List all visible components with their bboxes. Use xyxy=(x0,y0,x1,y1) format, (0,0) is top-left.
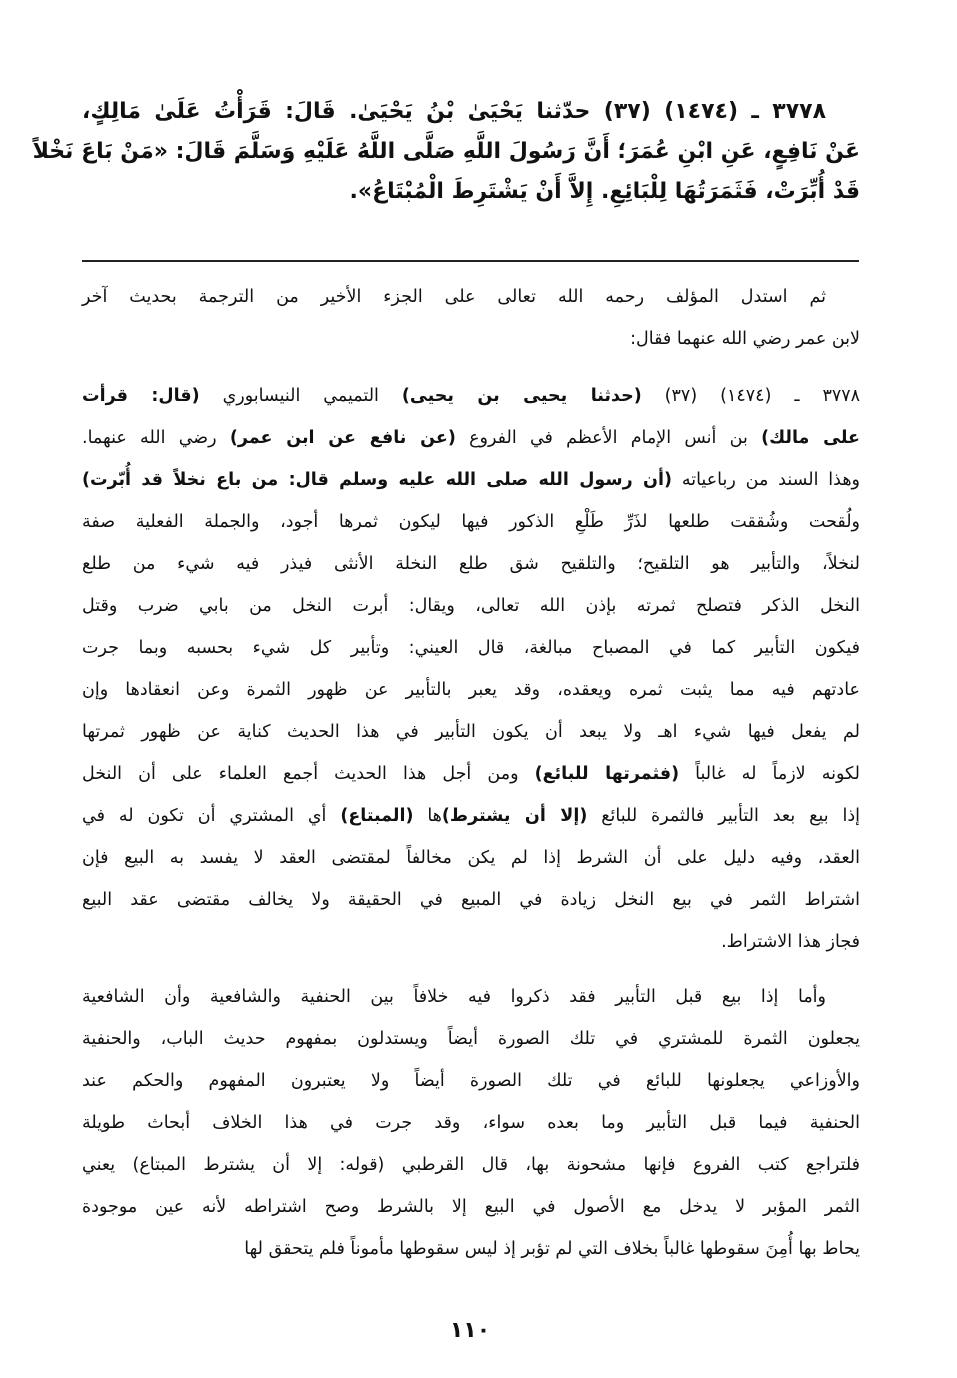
text-line xyxy=(82,1102,860,1144)
bold-text-segment: قَدْ أُبِّرَتْ، فَثَمَرَتُهَا لِلْبَائِعِ. إِلاَّ أَنْ يَشْتَرِطَ الْمُبْتَاعُ» xyxy=(357,179,860,204)
hadith-text xyxy=(32,92,860,212)
text-line xyxy=(82,753,860,795)
text-line xyxy=(82,627,860,669)
bold-text-segment: (المبتاع) xyxy=(340,806,414,826)
text-segment: ها xyxy=(413,806,442,826)
text-segment: ولُقحت وشُققت طلعها لذَرِّ طَلْعِ الذكور فيها ليكون ثمرها أجود، والجملة الفعلية صفة xyxy=(82,512,860,532)
text-segment: ومن أجل هذا الحديث أجمع العلماء على أن النخل xyxy=(82,764,535,784)
text-line xyxy=(82,1018,860,1060)
commentary-discussion-paragraph xyxy=(82,976,860,1270)
text-segment: لكونه لازماً له غالباً xyxy=(679,764,860,784)
bold-text-segment: (حدثنا يحيى بن يحيى) xyxy=(401,386,642,406)
text-line xyxy=(82,375,860,417)
text-segment: ثم استدل المؤلف رحمه الله تعالى على الجزء الأخير من الترجمة بحديث آخر xyxy=(82,287,826,307)
text-segment: فجاز هذا الاشتراط. xyxy=(721,932,860,952)
page-number: ١١٠ xyxy=(449,1318,491,1343)
text-line xyxy=(82,1228,860,1270)
text-line xyxy=(82,879,860,921)
bold-text-segment: (إلا أن يشترط) xyxy=(441,806,588,826)
text-line xyxy=(82,1186,860,1228)
bold-text-segment: (عن نافع عن ابن عمر) xyxy=(229,428,456,448)
bold-text-segment: على مالك) xyxy=(761,428,860,448)
text-line xyxy=(82,585,860,627)
text-segment: بن أنس الإمام الأعظم في الفروع xyxy=(455,428,762,448)
text-line xyxy=(32,132,860,172)
text-line xyxy=(82,172,860,212)
text-segment: عَنْ نَافِعٍ، عَنِ ابْنِ عُمَرَ؛ أَنَّ رَسُولَ اللَّهِ صَلَّى اللَّهُ عَلَيْهِ وَسَلَّمَ قَالَ: xyxy=(167,139,860,164)
commentary-explanation-paragraph xyxy=(82,375,860,963)
text-line xyxy=(82,837,860,879)
text-segment: لنخلاً، والتأبير هو التلقيح؛ والتلقيح شق طلع النخلة الأنثى فيذر فيه شيء من طلع xyxy=(82,554,860,574)
bold-text-segment: «مَنْ بَاعَ نَخْلاً xyxy=(32,139,168,164)
text-segment: وهذا السند من رباعياته xyxy=(671,470,860,490)
bold-text-segment: (أن رسول الله صلى الله عليه وسلم قال: من باع نخلاً قد أُبّرت) xyxy=(82,470,672,490)
text-segment: فيكون التأبير كما في المصباح مبالغة، قال العيني: وتأبير كل شيء بحسبه وبما جرت xyxy=(82,638,860,658)
text-segment: الحنفية فيما قبل التأبير وما بعده سواء، وقد جرت في هذا الخلاف أبحاث طويلة xyxy=(82,1113,860,1133)
text-segment: ٣٧٧٨ ـ (١٤٧٤) (٣٧) xyxy=(641,386,861,406)
text-segment: وأما إذا بيع قبل التأبير فقد ذكروا فيه خلافاً بين الحنفية والشافعية وأن الشافعية xyxy=(82,987,826,1007)
separator-rule xyxy=(82,260,859,262)
text-segment: التميمي النيسابوري xyxy=(199,386,402,406)
text-line xyxy=(82,795,860,837)
text-segment: يجعلون الثمرة للمشتري في تلك الصورة أيضاً ويستدلون بمفهوم حديث الباب، والحنفية xyxy=(82,1029,860,1049)
text-segment: والأوزاعي يجعلونها للبائع في تلك الصورة أيضاً ولا يعتبرون المفهوم والحكم عند xyxy=(82,1071,860,1091)
text-segment: يحاط بها أُمِنَ سقوطها غالباً بخلاف التي لم تؤبر إذ ليس سقوطها مأموناً فلم يتحقق لها xyxy=(244,1239,860,1259)
text-segment: النخل الذكر فتصلح ثمرته بإذن الله تعالى، ويقال: أبرت النخل من بابي ضرب وقتل xyxy=(82,596,860,616)
text-segment: العقد، وفيه دليل على أن الشرط إذا لم يكن مخالفاً لمقتضى العقد لا يفسد به البيع فإن xyxy=(82,848,860,868)
text-segment: ٣٧٧٨ ـ (١٤٧٤) (٣٧) حدّثنا يَحْيَىٰ بْنُ يَحْيَىٰ. قَالَ: قَرَأْتُ عَلَىٰ مَالِكٍ، xyxy=(82,99,826,124)
text-segment: أي المشتري أن تكون له في xyxy=(82,806,341,826)
commentary-intro-paragraph xyxy=(82,276,860,360)
text-line xyxy=(82,976,860,1018)
bold-text-segment: (فثمرتها للبائع) xyxy=(534,764,680,784)
bold-text-segment: (قال: قرأت xyxy=(82,386,200,406)
text-line xyxy=(82,501,860,543)
text-segment: . xyxy=(349,179,358,204)
text-line xyxy=(82,1144,860,1186)
text-line xyxy=(82,669,860,711)
text-segment: إذا بيع بعد التأبير فالثمرة للبائع xyxy=(587,806,860,826)
text-segment: الثمر المؤبر لا يدخل مع الأصول في البيع إلا بالشرط وصح اشتراطه لأنه عين موجودة xyxy=(82,1197,860,1217)
text-line xyxy=(82,276,860,318)
text-line xyxy=(82,1060,860,1102)
text-segment: لابن عمر رضي الله عنهما فقال: xyxy=(630,329,860,349)
text-segment: لم يفعل فيها شيء اهـ ولا يبعد أن يكون التأبير في هذا الحديث كناية عن ظهور ثمرتها xyxy=(82,722,860,742)
text-line xyxy=(82,921,860,963)
text-segment: فلتراجع كتب الفروع فإنها مشحونة بها، قال القرطبي (قوله: إلا أن يشترط المبتاع) يعني xyxy=(82,1155,860,1175)
text-segment: عادتهم فيه مما يثبت ثمره ويعقده، وقد يعبر بالتأبير عن ظهور الثمرة وعن انعقادها وإن xyxy=(82,680,860,700)
text-line xyxy=(82,711,860,753)
text-line xyxy=(82,459,860,501)
text-segment: اشتراط الثمر في بيع النخل زيادة في المبيع في الحقيقة ولا يخالف مقتضى عقد البيع xyxy=(82,890,860,910)
text-line xyxy=(82,318,860,360)
text-line xyxy=(82,543,860,585)
text-line xyxy=(82,417,860,459)
text-segment: رضي الله عنهما. xyxy=(82,428,230,448)
text-line xyxy=(82,92,860,132)
